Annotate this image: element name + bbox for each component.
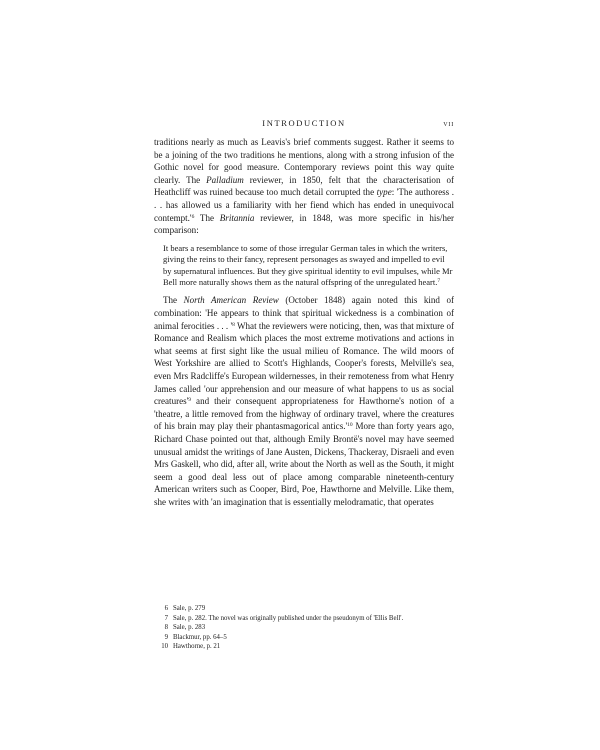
page-number: vii bbox=[443, 118, 454, 128]
running-head bbox=[154, 118, 454, 130]
periodical-title: North American Review bbox=[183, 295, 279, 306]
footnote: 10 Hawthorne, p. 21 bbox=[161, 643, 221, 651]
running-head-title: INTRODUCTION bbox=[262, 118, 346, 128]
footnotes bbox=[154, 604, 454, 652]
footnote-ref: 10 bbox=[347, 422, 353, 429]
emphasis: type bbox=[376, 187, 392, 198]
footnote-ref: 8 bbox=[232, 321, 235, 328]
footnote-ref: 9 bbox=[188, 397, 192, 404]
footnote: 8 Sale, p. 283 bbox=[164, 624, 206, 632]
periodical-title: Palladium bbox=[206, 174, 244, 185]
paragraph-1: traditions nearly as much as Leavis's brief comments suggest. Rather it seems to be a joining of the two traditions he mentions, along with a strong infusion of the Gothic novel for good measure. Contemporary reviews point this way quite clearly. The Palladium reviewer, in 1850, felt that the characterisation of Heathcliff was ruined because too much detail corrupted the type: 'The authoress . . . has allowed us a familiarity with her fiend which has ended in unequivocal $contempt.'^6$ The Britannia reviewer, in 1848, was more specific in his/her comparison: bbox=[154, 137, 454, 236]
footnote-ref: 7 bbox=[437, 277, 441, 284]
footnote-ref: 6 bbox=[191, 213, 195, 220]
footnote: 6 Sale, p. 279 bbox=[164, 605, 206, 612]
paragraph-2: The North American Review (October 1848) again noted this kind of combination: 'He appears to think that spiritual wickedness is a combination of animal ferocities . . . '$^8$ What the reviewers were noticing, then, was that mixture of Romance and Realism which places the most extreme motivations and actions in what seems at first sight like the usual milieu of Romance. The wild moors of West Yorkshire are allied to Scott's Highlands, Cooper's forests, Melville's sea, even Mrs Radcliffe's European wildernesses, in their remoteness from what Henry James called 'our apprehension and our measure of what happens to us as social $creatures'^9$ and their consequent appropriateness for Hawthorne's notion of a 'theatre, a little removed from the highway of ordinary travel, where the creatures of his brain may play their phantasmagorical $antics.'^{10}$ More than forty years ago, Richard Chase pointed out that, although Emily Brontë's novel may have seemed unusual amidst the writings of Jane Austen, Dickens, Thackeray, Disraeli and even Mrs Gaskell, who did, after all, write about the North as well as the South, it might seem a good deal less out of place among comparable nineteenth-century American writers such as Cooper, Bird, Poe, Hawthorne and Melville. Like them, she writes with 'an imagination that is essentially melodramatic, that operates bbox=[154, 295, 455, 507]
block-quote: It bears a resemblance to some of those irregular German tales in which the writers, giving the reins to their fancy, represent personages as swayed and impelled to evil by supernatural influences. But they give spiritual identity to evil impulses, while Mr Bell more naturally shows them as the natural offspring of the unregulated heart.$^7$ bbox=[163, 242, 453, 287]
footnote: 7 Sale, p. 282. The novel was originally published under the pseudonym of 'Ellis Bell'. bbox=[164, 614, 404, 622]
footnote: 9 Blackmur, pp. 64–5 bbox=[164, 633, 227, 641]
periodical-title: Britannia bbox=[219, 212, 255, 223]
body-text bbox=[154, 136, 454, 508]
